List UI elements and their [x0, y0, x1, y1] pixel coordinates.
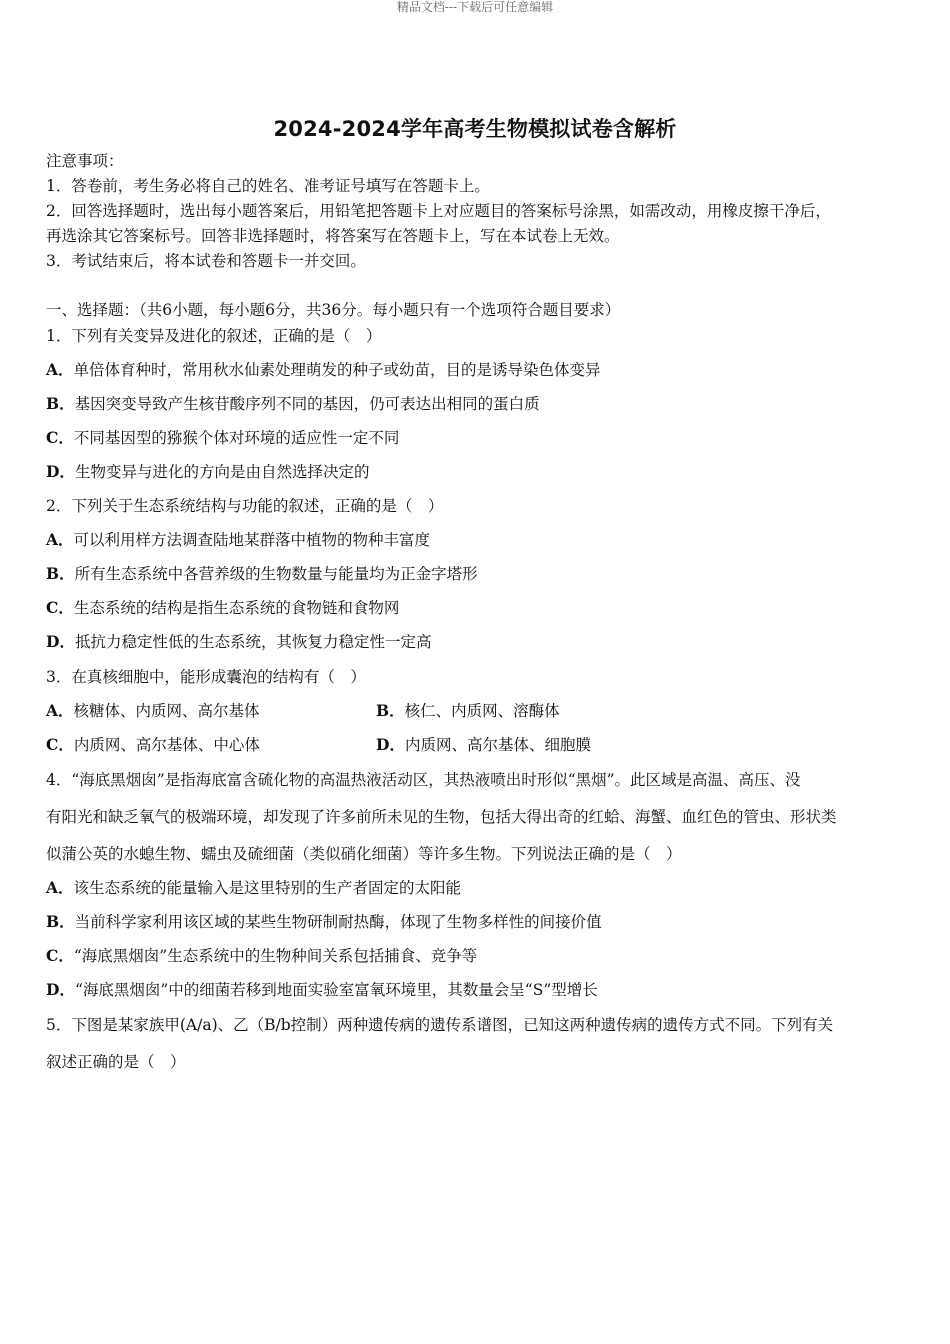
option-label: A． [46, 530, 74, 549]
q3-stem: 3．在真核细胞中，能形成囊泡的结构有（ ） [46, 668, 366, 686]
header-note: 精品文档---下载后可任意编辑 [396, 0, 554, 14]
option-text: 生态系统的结构是指生态系统的食物链和食物网 [73, 599, 400, 617]
q4-stem-line-2: 有阳光和缺乏氧气的极端环境，却发现了许多前所未见的生物，包括大得出奇的红蛤、海蟹、血红色的管虫、形状类 [46, 808, 837, 826]
option-label: D． [376, 735, 405, 754]
option-text: 可以利用样方法调查陆地某群落中植物的物种丰富度 [73, 531, 431, 549]
option-label: B． [46, 912, 75, 931]
q2-option-d [46, 632, 431, 652]
option-text: 内质网、高尔基体、细胞膜 [404, 736, 591, 754]
q4-option-a [46, 878, 461, 898]
q4-stem-line-3: 似蒲公英的水螅生物、蠕虫及硫细菌（类似硝化细菌）等许多生物。下列说法正确的是（ ） [46, 845, 682, 863]
option-label: D． [46, 632, 75, 651]
q1-option-a [46, 360, 601, 380]
q4-option-b [46, 912, 602, 932]
option-text: 核仁、内质网、溶酶体 [404, 702, 560, 720]
q2-stem: 2．下列关于生态系统结构与功能的叙述，正确的是（ ） [46, 497, 444, 515]
q1-stem: 1．下列有关变异及进化的叙述，正确的是（ ） [46, 327, 382, 345]
q2-option-c [46, 598, 399, 618]
q4-option-c [46, 946, 477, 966]
q3-option-c [46, 735, 260, 755]
option-text: 该生态系统的能量输入是这里特别的生产者固定的太阳能 [73, 879, 462, 897]
option-label: A． [46, 878, 74, 897]
option-label: A． [46, 701, 74, 720]
section-heading: 一、选择题：（共6小题，每小题6分，共36分。每小题只有一个选项符合题目要求） [46, 301, 621, 319]
option-text: 核糖体、内质网、高尔基体 [73, 702, 260, 720]
notice-heading: 注意事项： [46, 152, 124, 170]
option-label: C． [46, 428, 74, 447]
option-label: B． [46, 564, 75, 583]
option-text: 不同基因型的猕猴个体对环境的适应性一定不同 [73, 429, 400, 447]
option-label: B． [376, 701, 405, 720]
notice-item-1: 1．答卷前，考生务必将自己的姓名、准考证号填写在答题卡上。 [46, 177, 490, 195]
page-title: 2024-2024学年高考生物模拟试卷含解析 [273, 117, 677, 141]
option-text: 基因突变导致产生核苷酸序列不同的基因，仍可表达出相同的蛋白质 [74, 395, 540, 413]
q3-option-a [46, 701, 260, 721]
option-label: C． [46, 946, 74, 965]
option-label: B． [46, 394, 75, 413]
notice-item-3: 3．考试结束后，将本试卷和答题卡一并交回。 [46, 252, 366, 270]
q2-option-a [46, 530, 430, 550]
notice-item-2: 2．回答选择题时，选出每小题答案后，用铅笔把答题卡上对应题目的答案标号涂黑，如需改动，用橡皮擦干净后， [46, 202, 831, 220]
q2-option-b [46, 564, 478, 584]
notice-item-2-cont: 再选涂其它答案标号。回答非选择题时，将答案写在答题卡上，写在本试卷上无效。 [46, 227, 620, 245]
option-label: C． [46, 598, 74, 617]
q1-option-d [46, 462, 369, 482]
option-text: “海底黑烟囱”中的细菌若移到地面实验室富氧环境里，其数量会呈“S”型增长 [74, 981, 598, 999]
option-text: 单倍体育种时，常用秋水仙素处理萌发的种子或幼苗，目的是诱导染色体变异 [73, 361, 601, 379]
option-label: D． [46, 980, 75, 999]
q4-stem-line-1: 4．“海底黑烟囱”是指海底富含硫化物的高温热液活动区，其热液喷出时形似“黑烟”。此区域是高温、高压、没 [46, 771, 801, 789]
option-text: 当前科学家利用该区域的某些生物研制耐热酶，体现了生物多样性的间接价值 [74, 913, 602, 931]
option-text: 抵抗力稳定性低的生态系统，其恢复力稳定性一定高 [74, 633, 432, 651]
q3-option-d [376, 735, 591, 755]
option-text: 所有生态系统中各营养级的生物数量与能量均为正金字塔形 [74, 565, 478, 583]
q3-option-b [376, 701, 560, 721]
option-label: D． [46, 462, 75, 481]
option-text: 内质网、高尔基体、中心体 [73, 736, 260, 754]
q1-option-c [46, 428, 399, 448]
option-label: C． [46, 735, 74, 754]
option-label: A． [46, 360, 74, 379]
q5-stem-line-2: 叙述正确的是（ ） [46, 1053, 186, 1071]
option-text: “海底黑烟囱”生态系统中的生物种间关系包括捕食、竞争等 [73, 947, 478, 965]
option-text: 生物变异与进化的方向是由自然选择决定的 [74, 463, 370, 481]
q1-option-b [46, 394, 540, 414]
q5-stem-line-1: 5．下图是某家族甲(A/a)、乙（B/b控制）两种遗传病的遗传系谱图，已知这两种遗传病的遗传方式不同。下列有关 [46, 1016, 834, 1034]
q4-option-d [46, 980, 598, 1000]
